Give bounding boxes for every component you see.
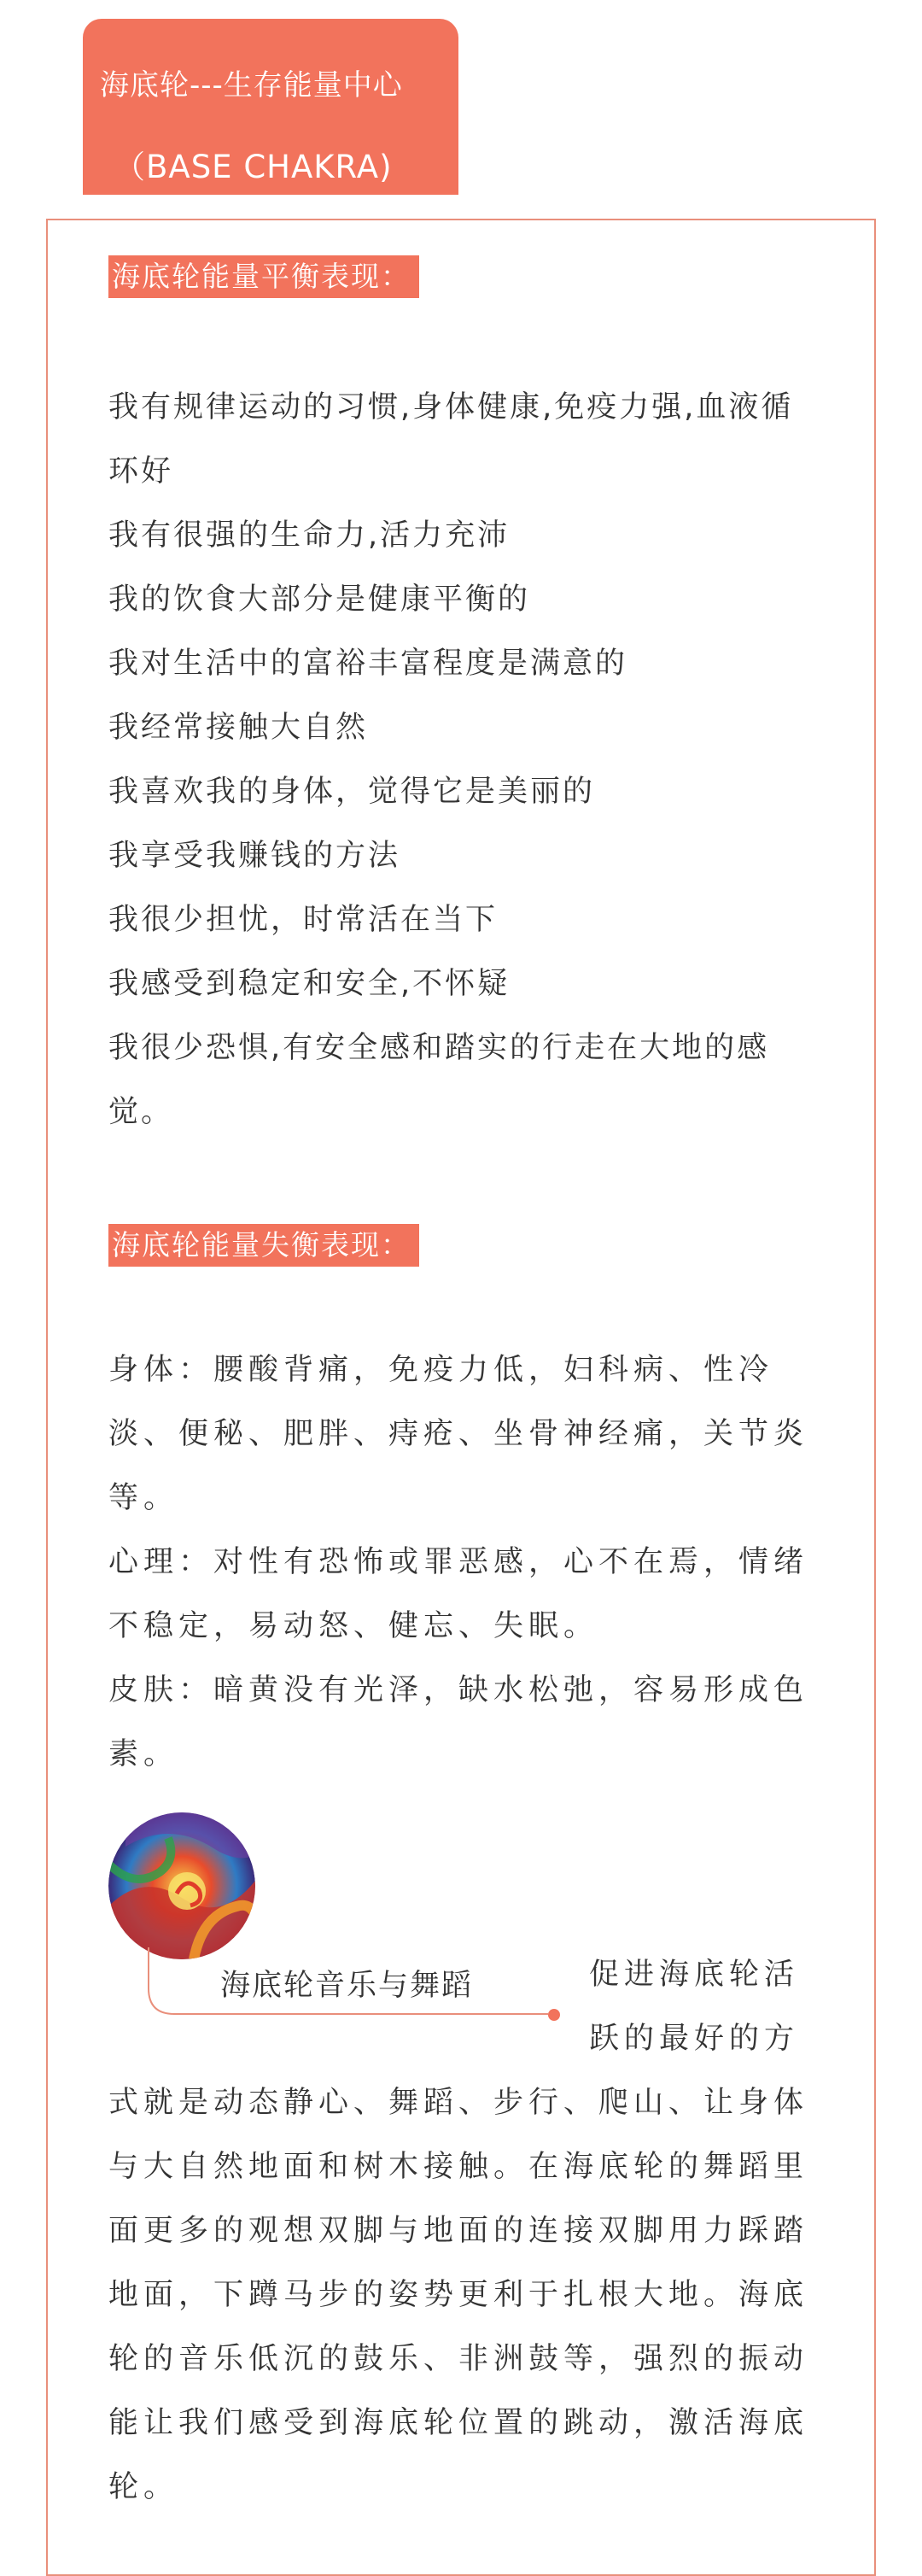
- list-item: 我有规律运动的习惯,身体健康,免疫力强,血液循环好: [108, 390, 794, 489]
- music-body: [108, 2071, 817, 2520]
- chakra-mandala-image: [108, 1812, 255, 1959]
- balanced-heading: 海底轮能量平衡表现：: [108, 255, 419, 298]
- accent-dot: [548, 2009, 560, 2021]
- list-item: 我对生活中的富裕丰富程度是满意的: [108, 647, 628, 681]
- music-intro: [589, 1943, 820, 2071]
- list-item: 我的饮食大部分是健康平衡的: [108, 583, 531, 617]
- title-line-2: （BASE CHAKRA): [114, 149, 393, 185]
- intro-line: 跃的最好的方: [589, 2022, 800, 2056]
- music-dance-label: 海底轮音乐与舞蹈: [220, 1969, 474, 2003]
- chakra-title-banner: [83, 19, 458, 195]
- list-item: 我有很强的生命力,活力充沛: [108, 518, 511, 553]
- imbalanced-heading: 海底轮能量失衡表现：: [108, 1224, 419, 1267]
- list-item: 我很少恐惧,有安全感和踏实的行走在大地的感觉。: [108, 1031, 770, 1129]
- list-item: 身体：腰酸背痛，免疫力低，妇科病、性冷淡、便秘、肥胖、痔疮、坐骨神经痛，关节炎等。: [108, 1353, 809, 1515]
- list-item: 我喜欢我的身体，觉得它是美丽的: [108, 775, 596, 809]
- music-paragraph: 式就是动态静心、舞蹈、步行、爬山、让身体与大自然地面和树木接触。在海底轮的舞蹈里面更多的观想双脚与地面的连接双脚用力踩踏地面，下蹲马步的姿势更利于扎根大地。海底轮的音乐低沉的鼓乐、非洲鼓等，强烈的振动能让我们感受到海底轮位置的跳动，激活海底轮。: [108, 2086, 809, 2504]
- list-item: 我经常接触大自然: [108, 711, 369, 745]
- intro-line: 促进海底轮活: [589, 1958, 800, 1992]
- list-item: 心理：对性有恐怖或罪恶感，心不在焉，情绪不稳定，易动怒、健忘、失眠。: [108, 1545, 809, 1643]
- title-line-1: 海底轮---生存能量中心: [100, 68, 403, 102]
- list-item: 我享受我赚钱的方法: [108, 839, 401, 873]
- list-item: 我很少担忧，时常活在当下: [108, 903, 499, 937]
- balanced-list: [108, 376, 817, 1145]
- list-item: 皮肤：暗黄没有光泽，缺水松弛，容易形成色素。: [108, 1673, 809, 1771]
- imbalanced-list: [108, 1338, 817, 1787]
- list-item: 我感受到稳定和安全,不怀疑: [108, 967, 511, 1001]
